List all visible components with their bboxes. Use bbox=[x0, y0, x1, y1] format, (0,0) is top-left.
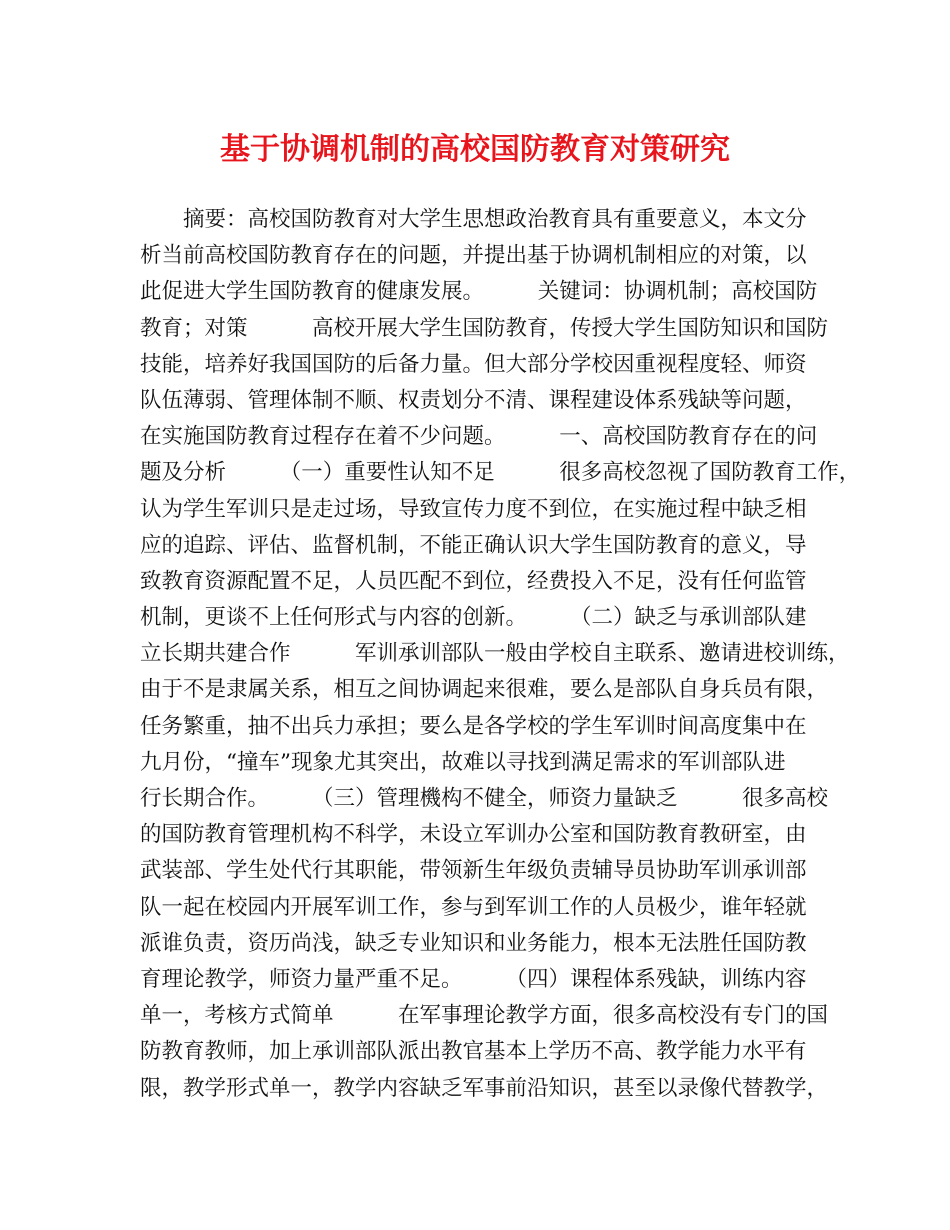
body-line: 此促进大学生国防教育的健康发展。 关键词：协调机制；高校国防 bbox=[140, 279, 818, 305]
body-line: 由于不是隶属关系，相互之间协调起来很难，要么是部队自身兵员有限， bbox=[140, 677, 829, 703]
document-body bbox=[140, 202, 861, 1107]
body-line: 题及分析 （一）重要性认知不足 很多高校忽视了国防教育工作， bbox=[140, 460, 861, 486]
body-line: 队一起在校园内开展军训工作，参与到军训工作的人员极少，谁年轻就 bbox=[140, 894, 807, 920]
body-line: 析当前高校国防教育存在的问题，并提出基于协调机制相应的对策，以 bbox=[140, 243, 807, 269]
body-line: 任务繁重，抽不出兵力承担；要么是各学校的学生军训时间高度集中在 bbox=[140, 713, 807, 739]
body-line: 摘要：高校国防教育对大学生思想政治教育具有重要意义，本文分 bbox=[140, 207, 807, 232]
body-line: 派谁负责，资历尚浅，缺乏专业知识和业务能力，根本无法胜任国防教 bbox=[140, 930, 807, 956]
body-line: 应的追踪、评估、监督机制，不能正确认识大学生国防教育的意义，导 bbox=[140, 532, 807, 558]
body-line: 九月份，“撞车”现象尤其突出，故难以寻找到满足需求的军训部队进 bbox=[140, 749, 786, 775]
body-line: 致教育资源配置不足，人员匹配不到位，经费投入不足，没有任何监管 bbox=[140, 568, 807, 594]
body-line: 单一，考核方式简单 在军事理论教学方面，很多高校没有专门的国 bbox=[140, 1003, 829, 1029]
body-line: 教育；对策 高校开展大学生国防教育，传授大学生国防知识和国防 bbox=[140, 315, 829, 341]
body-line: 防教育教师，加上承训部队派出教官基本上学历不高、教学能力水平有 bbox=[140, 1039, 807, 1065]
body-line: 认为学生军训只是走过场，导致宣传力度不到位，在实施过程中缺乏相 bbox=[140, 496, 807, 522]
document-title: 基于协调机制的高校国防教育对策研究 bbox=[220, 132, 730, 167]
body-line: 在实施国防教育过程存在着不少问题。 一、高校国防教育存在的问 bbox=[140, 424, 818, 450]
body-line: 武装部、学生处代行其职能，带领新生年级负责辅导员协助军训承训部 bbox=[140, 858, 807, 884]
body-line: 立长期共建合作 军训承训部队一般由学校自主联系、邀请进校训练， bbox=[140, 641, 850, 667]
body-line: 育理论教学，师资力量严重不足。 （四）课程体系残缺，训练内容 bbox=[140, 966, 807, 992]
body-line: 机制，更谈不上任何形式与内容的创新。 （二）缺乏与承训部队建 bbox=[140, 605, 807, 631]
body-line: 技能，培养好我国国防的后备力量。但大部分学校因重视程度轻、师资 bbox=[140, 351, 807, 377]
body-line: 限，教学形式单一，教学内容缺乏军事前沿知识，甚至以录像代替教学， bbox=[140, 1075, 829, 1101]
body-line: 队伍薄弱、管理体制不顺、权责划分不清、课程建设体系残缺等问题， bbox=[140, 387, 807, 413]
body-line: 的国防教育管理机构不科学，未设立军训办公室和国防教育教研室，由 bbox=[140, 822, 807, 848]
body-line: 行长期合作。 （三）管理機构不健全，师资力量缺乏 很多高校 bbox=[140, 786, 829, 811]
